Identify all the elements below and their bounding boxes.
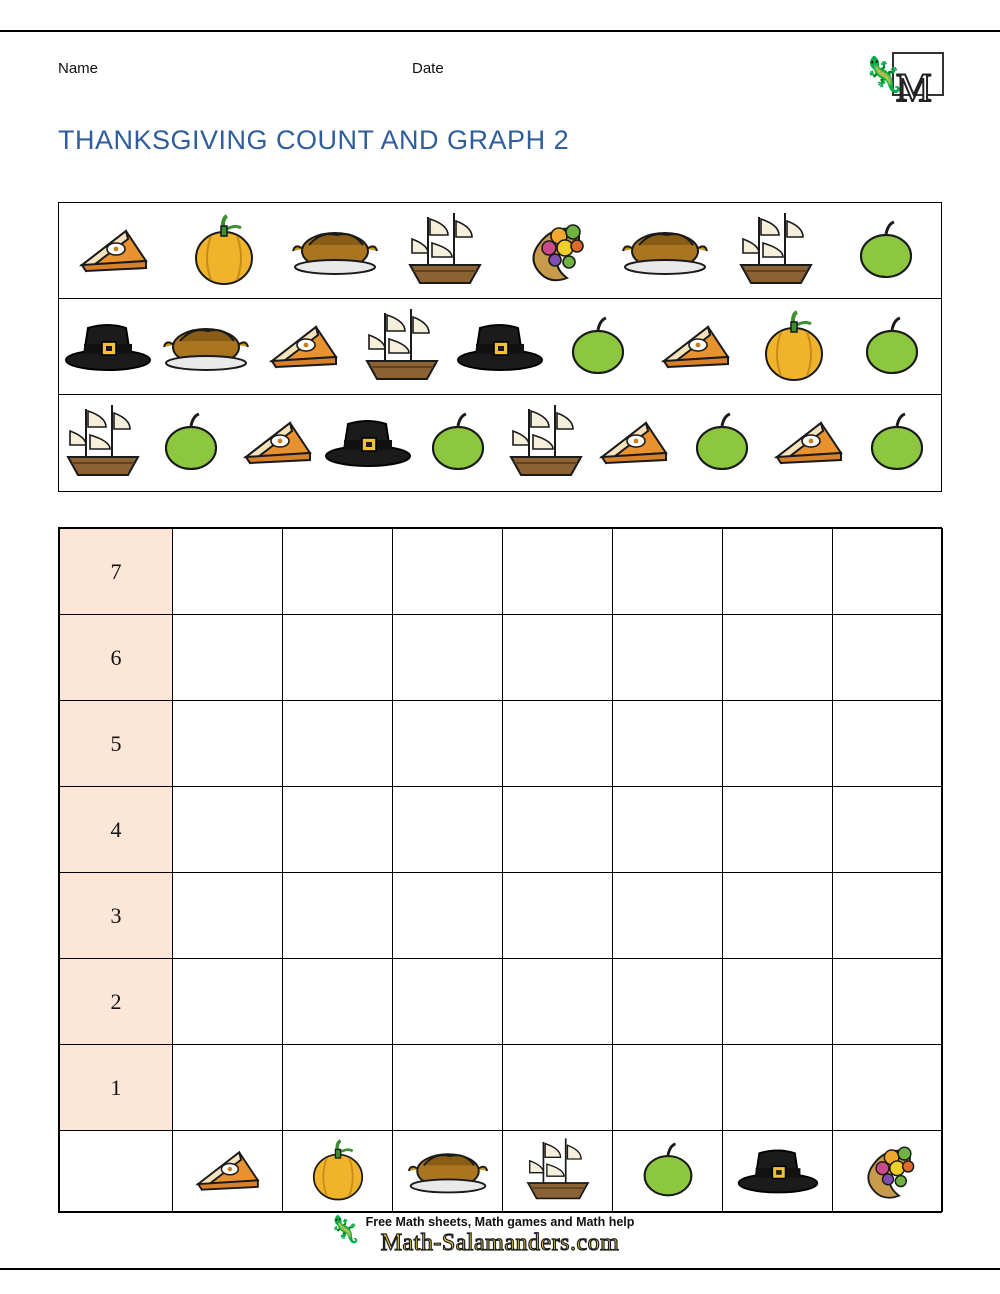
y-axis-label: 7 [60, 529, 173, 615]
graph-grid [58, 527, 942, 1213]
category-pie [173, 1131, 283, 1212]
graph-cell[interactable] [613, 615, 723, 701]
y-axis-label: 3 [60, 873, 173, 959]
graph-row [60, 959, 943, 1045]
graph-cell[interactable] [833, 959, 943, 1045]
pilgrim-hat-icon [451, 299, 549, 394]
pie-slice-icon [235, 395, 323, 491]
graph-cell[interactable] [503, 615, 613, 701]
graph-cell[interactable] [613, 1045, 723, 1131]
graph-row [60, 873, 943, 959]
name-label: Name [58, 60, 99, 77]
graph-cell[interactable] [723, 959, 833, 1045]
graph-cell[interactable] [833, 529, 943, 615]
salamander-icon: 🦎 [862, 56, 905, 94]
footer-brand[interactable]: Math-Salamanders.com [380, 1230, 620, 1256]
y-axis-label: 6 [60, 615, 173, 701]
graph-cell[interactable] [833, 873, 943, 959]
pie-slice-icon [255, 299, 353, 394]
y-axis-label: 5 [60, 701, 173, 787]
category-hat [723, 1131, 833, 1212]
graph-cell[interactable] [723, 701, 833, 787]
graph-cell[interactable] [503, 787, 613, 873]
top-divider [0, 30, 1000, 32]
graph-cell[interactable] [723, 1045, 833, 1131]
graph-cell[interactable] [833, 1045, 943, 1131]
pie-slice-icon [59, 203, 169, 298]
graph-cell[interactable] [173, 959, 283, 1045]
pilgrim-hat-icon [59, 299, 157, 394]
axis-corner [60, 1131, 173, 1212]
graph-cell[interactable] [503, 529, 613, 615]
graph-cell[interactable] [173, 701, 283, 787]
graph-row [60, 787, 943, 873]
category-turkey [393, 1131, 503, 1212]
footer [0, 1215, 1000, 1257]
graph-cell[interactable] [173, 529, 283, 615]
picture-row [59, 299, 941, 395]
turkey-icon [280, 203, 390, 298]
graph-cell[interactable] [393, 529, 503, 615]
apple-icon [549, 299, 647, 394]
pumpkin-icon [745, 299, 843, 394]
logo-m-letter: M [896, 65, 932, 110]
graph-cell[interactable] [283, 1045, 393, 1131]
graph-cell[interactable] [283, 701, 393, 787]
bottom-divider [0, 1268, 1000, 1270]
mayflower-ship-icon [353, 299, 451, 394]
apple-icon [853, 395, 941, 491]
graph-cell[interactable] [283, 787, 393, 873]
apple-icon [843, 299, 941, 394]
graph-cell[interactable] [393, 1045, 503, 1131]
graph-cell[interactable] [393, 873, 503, 959]
graph-cell[interactable] [173, 615, 283, 701]
apple-icon [147, 395, 235, 491]
apple-icon [831, 203, 941, 298]
graph-cell[interactable] [283, 959, 393, 1045]
cornucopia-icon [500, 203, 610, 298]
graph-cell[interactable] [613, 959, 723, 1045]
graph-cell[interactable] [723, 529, 833, 615]
graph-cell[interactable] [393, 787, 503, 873]
date-label: Date [412, 60, 444, 77]
category-ship [503, 1131, 613, 1212]
graph-row [60, 1045, 943, 1131]
y-axis-label: 1 [60, 1045, 173, 1131]
graph-cell[interactable] [503, 873, 613, 959]
graph-cell[interactable] [613, 529, 723, 615]
turkey-icon [157, 299, 255, 394]
category-cornucopia [833, 1131, 943, 1212]
graph-cell[interactable] [173, 787, 283, 873]
apple-icon [414, 395, 502, 491]
picture-bank [58, 202, 942, 492]
y-axis-label: 4 [60, 787, 173, 873]
pumpkin-icon [169, 203, 279, 298]
graph-row [60, 529, 943, 615]
graph-row [60, 615, 943, 701]
mayflower-ship-icon [721, 203, 831, 298]
footer-tagline: Free Math sheets, Math games and Math help [365, 1215, 635, 1229]
page-title: THANKSGIVING COUNT AND GRAPH 2 [58, 125, 570, 155]
mayflower-ship-icon [502, 395, 590, 491]
graph-cell[interactable] [393, 959, 503, 1045]
graph-cell[interactable] [723, 873, 833, 959]
graph-cell[interactable] [503, 1045, 613, 1131]
graph-cell[interactable] [613, 701, 723, 787]
pie-slice-icon [590, 395, 678, 491]
graph-cell[interactable] [283, 873, 393, 959]
graph-cell[interactable] [723, 787, 833, 873]
category-apple [613, 1131, 723, 1212]
graph-cell[interactable] [503, 701, 613, 787]
graph-cell[interactable] [833, 787, 943, 873]
y-axis-label: 2 [60, 959, 173, 1045]
category-pumpkin [283, 1131, 393, 1212]
graph-cell[interactable] [833, 701, 943, 787]
graph-cell[interactable] [393, 701, 503, 787]
pilgrim-hat-icon [322, 395, 414, 491]
graph-cell[interactable] [173, 1045, 283, 1131]
pie-slice-icon [765, 395, 853, 491]
graph-row [60, 701, 943, 787]
category-row [60, 1131, 943, 1212]
mayflower-ship-icon [59, 395, 147, 491]
salamander-icon: 🦎 [328, 1214, 362, 1244]
mayflower-ship-icon [390, 203, 500, 298]
apple-icon [678, 395, 766, 491]
graph-cell[interactable] [613, 787, 723, 873]
picture-row [59, 395, 941, 491]
graph-cell[interactable] [283, 615, 393, 701]
turkey-icon [610, 203, 720, 298]
graph-cell[interactable] [503, 959, 613, 1045]
graph-cell[interactable] [723, 615, 833, 701]
graph-cell[interactable] [613, 873, 723, 959]
graph-cell[interactable] [283, 529, 393, 615]
graph-cell[interactable] [173, 873, 283, 959]
graph-cell[interactable] [833, 615, 943, 701]
picture-row [59, 203, 941, 299]
graph-cell[interactable] [393, 615, 503, 701]
pie-slice-icon [647, 299, 745, 394]
site-logo-top [862, 52, 942, 114]
